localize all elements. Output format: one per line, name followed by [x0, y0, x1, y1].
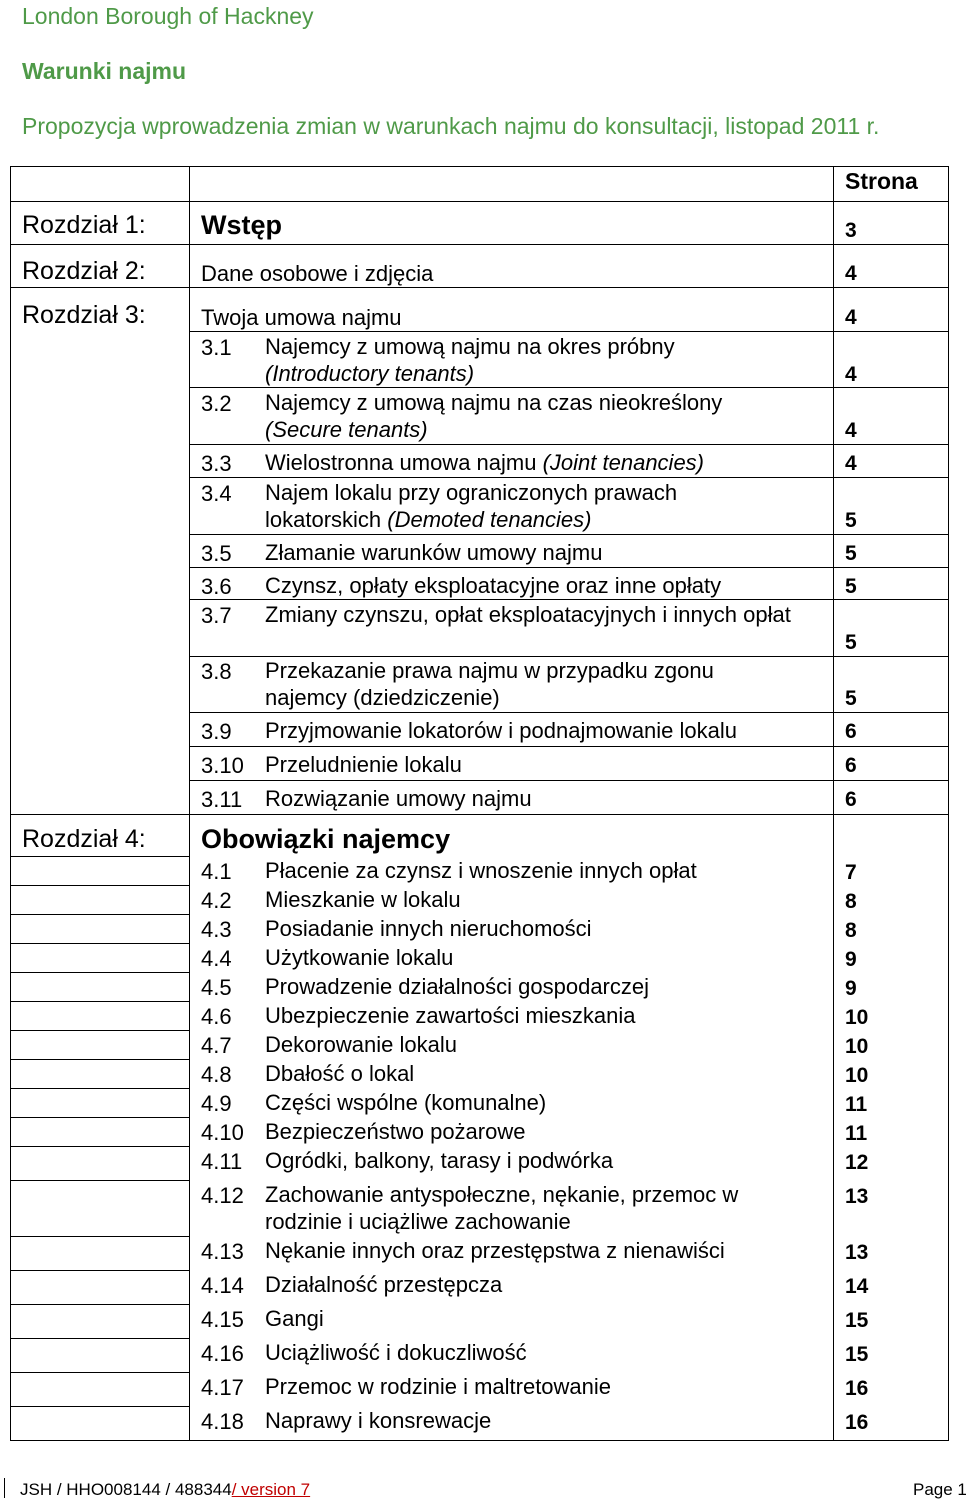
chapter-title: Twoja umowa najmu: [201, 305, 402, 330]
row-divider: [10, 1180, 190, 1181]
row-divider: [10, 972, 190, 973]
toc-item: Płacenie za czynsz i wnoszenie innych opłat: [265, 858, 697, 883]
item-page: 13: [845, 1185, 869, 1208]
document-subtitle: Propozycja wprowadzenia zmian w warunkach najmu do konsultacji, listopad 2011 r.: [22, 113, 880, 139]
row-divider: [189, 780, 949, 781]
toc-item: Mieszkanie w lokalu: [265, 887, 461, 912]
footer-reference: JSH / HHO008144 / 488344/ version 7: [20, 1480, 311, 1499]
row-divider: [10, 814, 949, 815]
toc-item: Najemcy z umową najmu na okres próbny (Introductory tenants): [265, 334, 675, 386]
toc-item: Przeludnienie lokalu: [265, 752, 462, 777]
item-number: 4.3: [201, 917, 232, 942]
item-page: 5: [845, 542, 857, 565]
toc-item: Dbałość o lokal: [265, 1061, 415, 1086]
item-page: 7: [845, 861, 857, 884]
toc-item: Bezpieczeństwo pożarowe: [265, 1119, 526, 1144]
row-divider: [10, 1338, 190, 1339]
table-border-left: [10, 166, 11, 1441]
item-number: 4.9: [201, 1091, 232, 1116]
item-number: 3.10: [201, 753, 244, 778]
item-page: 4: [845, 452, 857, 475]
chapter-label: Rozdział 1:: [22, 211, 146, 239]
item-number: 3.6: [201, 574, 232, 599]
footer-bar: [4, 1478, 5, 1498]
row-divider: [189, 567, 949, 568]
item-number: 4.14: [201, 1273, 244, 1298]
toc-item: Przyjmowanie lokatorów i podnajmowanie lokalu: [265, 718, 738, 743]
toc-item: Nękanie innych oraz przestępstwa z nienawiści: [265, 1238, 725, 1263]
chapter-page: 4: [845, 306, 857, 329]
chapter-title: Dane osobowe i zdjęcia: [201, 261, 434, 286]
chapter-label: Rozdział 3:: [22, 301, 146, 329]
toc-item: Wielostronna umowa najmu (Joint tenancies): [265, 450, 705, 475]
toc-item: Złamanie warunków umowy najmu: [265, 540, 603, 565]
item-page: 5: [845, 575, 857, 598]
toc-item: Zmiany czynszu, opłat eksploatacyjnych i innych opłat: [265, 602, 791, 627]
page-column-header: Strona: [845, 168, 918, 194]
row-divider: [10, 1304, 190, 1305]
chapter-page: 3: [845, 219, 857, 242]
row-divider: [10, 1236, 190, 1237]
item-page: 13: [845, 1241, 869, 1264]
item-page: 4: [845, 363, 857, 386]
row-divider: [10, 1117, 190, 1118]
item-english-term: (Secure tenants): [265, 417, 428, 442]
toc-item: Przemoc w rodzinie i maltretowanie: [265, 1374, 612, 1399]
item-page: 11: [845, 1093, 868, 1116]
row-divider: [189, 534, 949, 535]
row-divider: [10, 1146, 190, 1147]
row-divider: [189, 599, 949, 600]
toc-item: Posiadanie innych nieruchomości: [265, 916, 592, 941]
item-page: 15: [845, 1309, 869, 1332]
item-page: 15: [845, 1343, 869, 1366]
item-page: 8: [845, 919, 857, 942]
table-border-top: [10, 166, 949, 167]
toc-item: Rozwiązanie umowy najmu: [265, 786, 532, 811]
item-number: 4.7: [201, 1033, 232, 1058]
item-english-term: (Introductory tenants): [265, 361, 475, 386]
item-number: 4.17: [201, 1375, 244, 1400]
chapter-title: Wstęp: [201, 210, 282, 240]
toc-item: Zachowanie antyspołeczne, nękanie, przemoc w rodzinie i uciążliwe zachowanie: [265, 1182, 739, 1234]
item-number: 4.12: [201, 1183, 244, 1208]
item-page: 9: [845, 977, 857, 1000]
item-page: 14: [845, 1275, 869, 1298]
item-page: 5: [845, 509, 857, 532]
item-page: 4: [845, 419, 857, 442]
toc-item: Prowadzenie działalności gospodarczej: [265, 974, 650, 999]
item-page: 12: [845, 1151, 869, 1174]
toc-item: Części wspólne (komunalne): [265, 1090, 547, 1115]
org-name: London Borough of Hackney: [22, 3, 314, 29]
row-divider: [189, 746, 949, 747]
item-number: 4.6: [201, 1004, 232, 1029]
item-english-term: (Joint tenancies): [542, 450, 705, 475]
row-divider: [189, 387, 949, 388]
row-divider: [189, 477, 949, 478]
item-number: 3.4: [201, 481, 232, 506]
row-divider: [10, 1001, 190, 1002]
chapter-label: Rozdział 2:: [22, 257, 146, 285]
row-divider: [189, 712, 949, 713]
item-number: 3.9: [201, 719, 232, 744]
item-number: 4.15: [201, 1307, 244, 1332]
toc-item: Ubezpieczenie zawartości mieszkania: [265, 1003, 636, 1028]
row-divider: [10, 943, 190, 944]
item-number: 4.5: [201, 975, 232, 1000]
row-divider: [10, 885, 190, 886]
toc-item: Dekorowanie lokalu: [265, 1032, 457, 1057]
toc-item: Przekazanie prawa najmu w przypadku zgonu najemcy (dziedziczenie): [265, 658, 714, 710]
version-link[interactable]: / version 7: [231, 1480, 311, 1499]
table-divider-chapter: [189, 166, 190, 1441]
item-number: 4.1: [201, 859, 232, 884]
chapter-page: 4: [845, 262, 857, 285]
document-title: Warunki najmu: [22, 58, 186, 84]
item-number: 3.5: [201, 541, 232, 566]
row-divider: [10, 1372, 190, 1373]
item-number: 4.8: [201, 1062, 232, 1087]
item-number: 3.2: [201, 391, 232, 416]
row-divider: [10, 1088, 190, 1089]
row-divider: [189, 331, 949, 332]
toc-item: Gangi: [265, 1306, 324, 1331]
row-divider: [10, 1059, 190, 1060]
item-number: 3.3: [201, 451, 232, 476]
toc-item: Czynsz, opłaty eksploatacyjne oraz inne opłaty: [265, 573, 722, 598]
toc-item: Użytkowanie lokalu: [265, 945, 454, 970]
chapter-label: Rozdział 4:: [22, 825, 146, 853]
item-page: 10: [845, 1064, 869, 1087]
table-of-contents: [10, 166, 949, 1441]
item-number: 4.4: [201, 946, 232, 971]
item-page: 5: [845, 687, 857, 710]
item-number: 4.16: [201, 1341, 244, 1366]
row-divider: [10, 201, 949, 202]
toc-item: Ogródki, balkony, tarasy i podwórka: [265, 1148, 614, 1173]
toc-item: Uciążliwość i dokuczliwość: [265, 1340, 527, 1365]
item-page: 16: [845, 1411, 869, 1434]
chapter-title: Obowiązki najemcy: [201, 824, 451, 854]
table-border-bottom: [10, 1440, 949, 1441]
item-page: 6: [845, 720, 857, 743]
item-number: 3.1: [201, 335, 232, 360]
page-number: Page 1: [913, 1480, 967, 1499]
table-border-right: [948, 166, 949, 1441]
toc-item: Działalność przestępcza: [265, 1272, 503, 1297]
page-footer: [0, 1468, 967, 1499]
item-page: 6: [845, 754, 857, 777]
row-divider: [10, 1030, 190, 1031]
item-number: 3.8: [201, 659, 232, 684]
row-divider: [10, 1270, 190, 1271]
item-page: 5: [845, 631, 857, 654]
row-divider: [10, 244, 949, 245]
item-page: 9: [845, 948, 857, 971]
item-number: 3.7: [201, 603, 232, 628]
toc-item: Najem lokalu przy ograniczonych prawach lokatorskich (Demoted tenancies): [265, 480, 678, 532]
row-divider: [10, 287, 949, 288]
item-page: 6: [845, 788, 857, 811]
item-number: 4.18: [201, 1409, 244, 1434]
item-page: 11: [845, 1122, 868, 1145]
row-divider: [10, 1406, 190, 1407]
toc-item: Naprawy i konsrewacje: [265, 1408, 492, 1433]
row-divider: [10, 856, 190, 857]
item-number: 3.11: [201, 787, 243, 812]
item-number: 4.10: [201, 1120, 244, 1145]
item-page: 10: [845, 1006, 869, 1029]
item-number: 4.11: [201, 1149, 243, 1174]
row-divider: [10, 914, 190, 915]
row-divider: [189, 444, 949, 445]
item-number: 4.2: [201, 888, 232, 913]
item-english-term: (Demoted tenancies): [387, 507, 592, 532]
item-number: 4.13: [201, 1239, 244, 1264]
toc-item: Najemcy z umową najmu na czas nieokreślony (Secure tenants): [265, 390, 723, 442]
item-page: 16: [845, 1377, 869, 1400]
item-page: 8: [845, 890, 857, 913]
item-page: 10: [845, 1035, 869, 1058]
